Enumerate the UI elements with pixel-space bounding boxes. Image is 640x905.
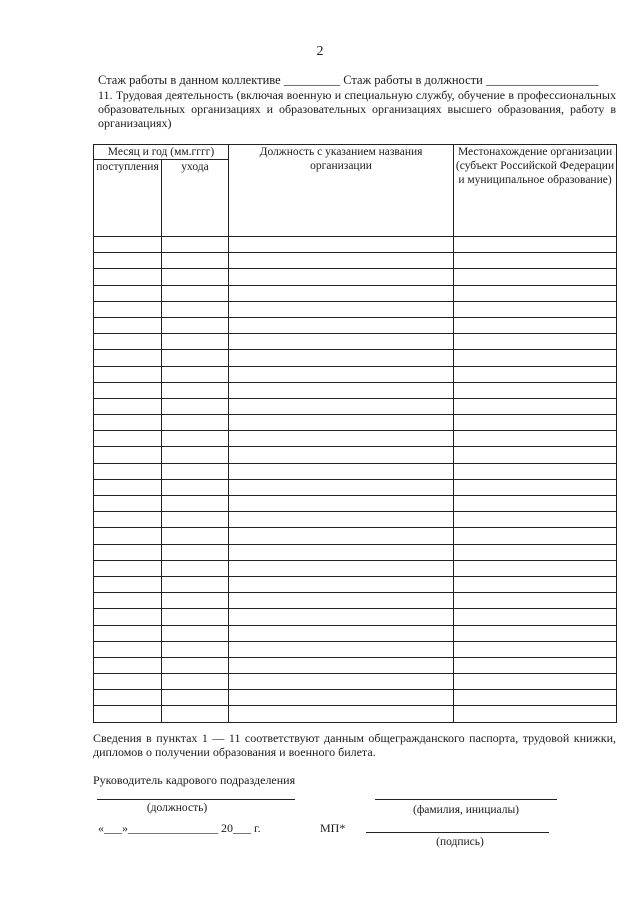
leave-cell[interactable] [162, 382, 229, 398]
leave-cell[interactable] [162, 706, 229, 722]
table-row [94, 479, 617, 495]
collective-experience-label: Стаж работы в данном коллективе [98, 73, 281, 87]
entry-cell[interactable] [94, 479, 162, 495]
location-cell[interactable] [454, 657, 617, 673]
position-experience-label: Стаж работы в должности [343, 73, 483, 87]
location-cell[interactable] [454, 593, 617, 609]
position-cell[interactable] [229, 706, 454, 722]
position-signature-line[interactable] [97, 799, 295, 800]
table-row [94, 382, 617, 398]
leave-cell[interactable] [162, 593, 229, 609]
table-row [94, 657, 617, 673]
position-caption: (должность) [146, 802, 208, 814]
table-row [94, 528, 617, 544]
table-row [94, 576, 617, 592]
entry-cell[interactable] [94, 447, 162, 463]
leave-cell[interactable] [162, 512, 229, 528]
entry-cell[interactable] [94, 317, 162, 333]
location-cell[interactable] [454, 479, 617, 495]
table-row [94, 237, 617, 253]
table-row [94, 706, 617, 722]
location-cell[interactable] [454, 544, 617, 560]
name-caption: (фамилия, инициалы) [412, 804, 520, 816]
entry-cell[interactable] [94, 237, 162, 253]
location-cell[interactable] [454, 528, 617, 544]
name-signature-line[interactable] [375, 799, 557, 800]
leave-header: ухода [162, 160, 229, 237]
position-cell[interactable] [229, 593, 454, 609]
entry-cell[interactable] [94, 301, 162, 317]
entry-cell[interactable] [94, 576, 162, 592]
entry-cell[interactable] [94, 366, 162, 382]
entry-cell[interactable] [94, 496, 162, 512]
table-row [94, 253, 617, 269]
entry-cell[interactable] [94, 609, 162, 625]
leave-cell[interactable] [162, 447, 229, 463]
entry-cell[interactable] [94, 544, 162, 560]
position-cell[interactable] [229, 560, 454, 576]
position-cell[interactable] [229, 496, 454, 512]
entry-cell[interactable] [94, 560, 162, 576]
position-cell[interactable] [229, 609, 454, 625]
entry-cell[interactable] [94, 463, 162, 479]
table-row [94, 463, 617, 479]
entry-cell[interactable] [94, 398, 162, 414]
position-cell[interactable] [229, 269, 454, 285]
position-cell[interactable] [229, 657, 454, 673]
table-body [94, 237, 617, 723]
position-cell[interactable] [229, 334, 454, 350]
entry-cell[interactable] [94, 285, 162, 301]
table-row [94, 496, 617, 512]
position-cell[interactable] [229, 366, 454, 382]
position-experience-blank[interactable]: __________________ [485, 73, 599, 87]
leave-cell[interactable] [162, 285, 229, 301]
table-row [94, 674, 617, 690]
entry-cell[interactable] [94, 625, 162, 641]
position-cell[interactable] [229, 479, 454, 495]
table-row [94, 269, 617, 285]
location-cell[interactable] [454, 625, 617, 641]
stamp-label: МП* [320, 821, 346, 835]
leave-cell[interactable] [162, 528, 229, 544]
location-cell[interactable] [454, 237, 617, 253]
entry-cell[interactable] [94, 657, 162, 673]
leave-cell[interactable] [162, 479, 229, 495]
date-line[interactable]: «___»_______________ 20___ г. [98, 821, 261, 835]
table-row [94, 593, 617, 609]
entry-cell[interactable] [94, 528, 162, 544]
location-cell[interactable] [454, 398, 617, 414]
entry-cell[interactable] [94, 593, 162, 609]
table-row [94, 641, 617, 657]
entry-cell[interactable] [94, 690, 162, 706]
location-cell[interactable] [454, 253, 617, 269]
table-row [94, 512, 617, 528]
leave-cell[interactable] [162, 690, 229, 706]
position-cell[interactable] [229, 415, 454, 431]
position-cell[interactable] [229, 544, 454, 560]
position-header: Должность с указанием названия организации [229, 145, 454, 237]
location-cell[interactable] [454, 447, 617, 463]
leave-cell[interactable] [162, 269, 229, 285]
entry-cell[interactable] [94, 350, 162, 366]
section-11-text: 11. Трудовая деятельность (включая военную и специальную службу, обучение в профессиональных образовательных организациях и образовательных организациях высшего образования, работу в организациях) [98, 88, 616, 130]
location-cell[interactable] [454, 366, 617, 382]
position-cell[interactable] [229, 625, 454, 641]
position-cell[interactable] [229, 253, 454, 269]
table-row [94, 334, 617, 350]
experience-line [98, 73, 598, 88]
entry-cell[interactable] [94, 334, 162, 350]
position-cell[interactable] [229, 301, 454, 317]
leave-cell[interactable] [162, 625, 229, 641]
position-cell[interactable] [229, 576, 454, 592]
table-row [94, 431, 617, 447]
location-cell[interactable] [454, 334, 617, 350]
table-row [94, 560, 617, 576]
position-cell[interactable] [229, 641, 454, 657]
note-text: Сведения в пунктах 1 — 11 соответствуют данным общегражданского паспорта, трудовой книжки, дипломов о получении образования и военного билета. [93, 731, 616, 759]
hr-head-label: Руководитель кадрового подразделения [93, 773, 296, 787]
location-cell[interactable] [454, 576, 617, 592]
table-row [94, 301, 617, 317]
position-cell[interactable] [229, 317, 454, 333]
leave-cell[interactable] [162, 496, 229, 512]
position-cell[interactable] [229, 285, 454, 301]
position-cell[interactable] [229, 237, 454, 253]
entry-cell[interactable] [94, 512, 162, 528]
page-number: 2 [316, 44, 324, 59]
table-row [94, 544, 617, 560]
position-cell[interactable] [229, 528, 454, 544]
entry-cell[interactable] [94, 382, 162, 398]
location-cell[interactable] [454, 301, 617, 317]
location-cell[interactable] [454, 382, 617, 398]
leave-cell[interactable] [162, 576, 229, 592]
entry-cell[interactable] [94, 253, 162, 269]
location-cell[interactable] [454, 496, 617, 512]
location-cell[interactable] [454, 431, 617, 447]
table-row [94, 350, 617, 366]
location-cell[interactable] [454, 560, 617, 576]
location-cell[interactable] [454, 269, 617, 285]
entry-cell[interactable] [94, 674, 162, 690]
location-cell[interactable] [454, 317, 617, 333]
entry-header: поступления [94, 160, 162, 237]
table-row [94, 447, 617, 463]
position-cell[interactable] [229, 350, 454, 366]
position-cell[interactable] [229, 674, 454, 690]
leave-cell[interactable] [162, 253, 229, 269]
location-cell[interactable] [454, 690, 617, 706]
leave-cell[interactable] [162, 463, 229, 479]
signature-caption: (подпись) [436, 836, 484, 848]
position-cell[interactable] [229, 398, 454, 414]
table-row [94, 625, 617, 641]
leave-cell[interactable] [162, 609, 229, 625]
location-cell[interactable] [454, 609, 617, 625]
position-cell[interactable] [229, 447, 454, 463]
location-cell[interactable] [454, 706, 617, 722]
table-row [94, 609, 617, 625]
leave-cell[interactable] [162, 641, 229, 657]
position-cell[interactable] [229, 690, 454, 706]
collective-experience-blank[interactable]: _________ [283, 73, 341, 87]
location-header: Местонахождение организации (субъект Российской Федерации и муниципальное образование) [454, 145, 617, 237]
leave-cell[interactable] [162, 334, 229, 350]
entry-cell[interactable] [94, 415, 162, 431]
leave-cell[interactable] [162, 237, 229, 253]
work-history-table [93, 144, 617, 723]
location-cell[interactable] [454, 463, 617, 479]
position-cell[interactable] [229, 382, 454, 398]
position-cell[interactable] [229, 463, 454, 479]
location-cell[interactable] [454, 512, 617, 528]
leave-cell[interactable] [162, 301, 229, 317]
signature-line[interactable] [366, 832, 549, 833]
table-row [94, 366, 617, 382]
location-cell[interactable] [454, 674, 617, 690]
entry-cell[interactable] [94, 431, 162, 447]
leave-cell[interactable] [162, 431, 229, 447]
position-cell[interactable] [229, 431, 454, 447]
leave-cell[interactable] [162, 674, 229, 690]
leave-cell[interactable] [162, 415, 229, 431]
leave-cell[interactable] [162, 544, 229, 560]
entry-cell[interactable] [94, 706, 162, 722]
entry-cell[interactable] [94, 269, 162, 285]
leave-cell[interactable] [162, 317, 229, 333]
leave-cell[interactable] [162, 657, 229, 673]
location-cell[interactable] [454, 641, 617, 657]
leave-cell[interactable] [162, 398, 229, 414]
table-row [94, 317, 617, 333]
table-row [94, 398, 617, 414]
location-cell[interactable] [454, 415, 617, 431]
leave-cell[interactable] [162, 366, 229, 382]
leave-cell[interactable] [162, 350, 229, 366]
location-cell[interactable] [454, 285, 617, 301]
location-cell[interactable] [454, 350, 617, 366]
position-cell[interactable] [229, 512, 454, 528]
month-year-header: Месяц и год (мм.гггг) [94, 145, 229, 160]
leave-cell[interactable] [162, 560, 229, 576]
table-row [94, 415, 617, 431]
entry-cell[interactable] [94, 641, 162, 657]
table-row [94, 285, 617, 301]
table-row [94, 690, 617, 706]
